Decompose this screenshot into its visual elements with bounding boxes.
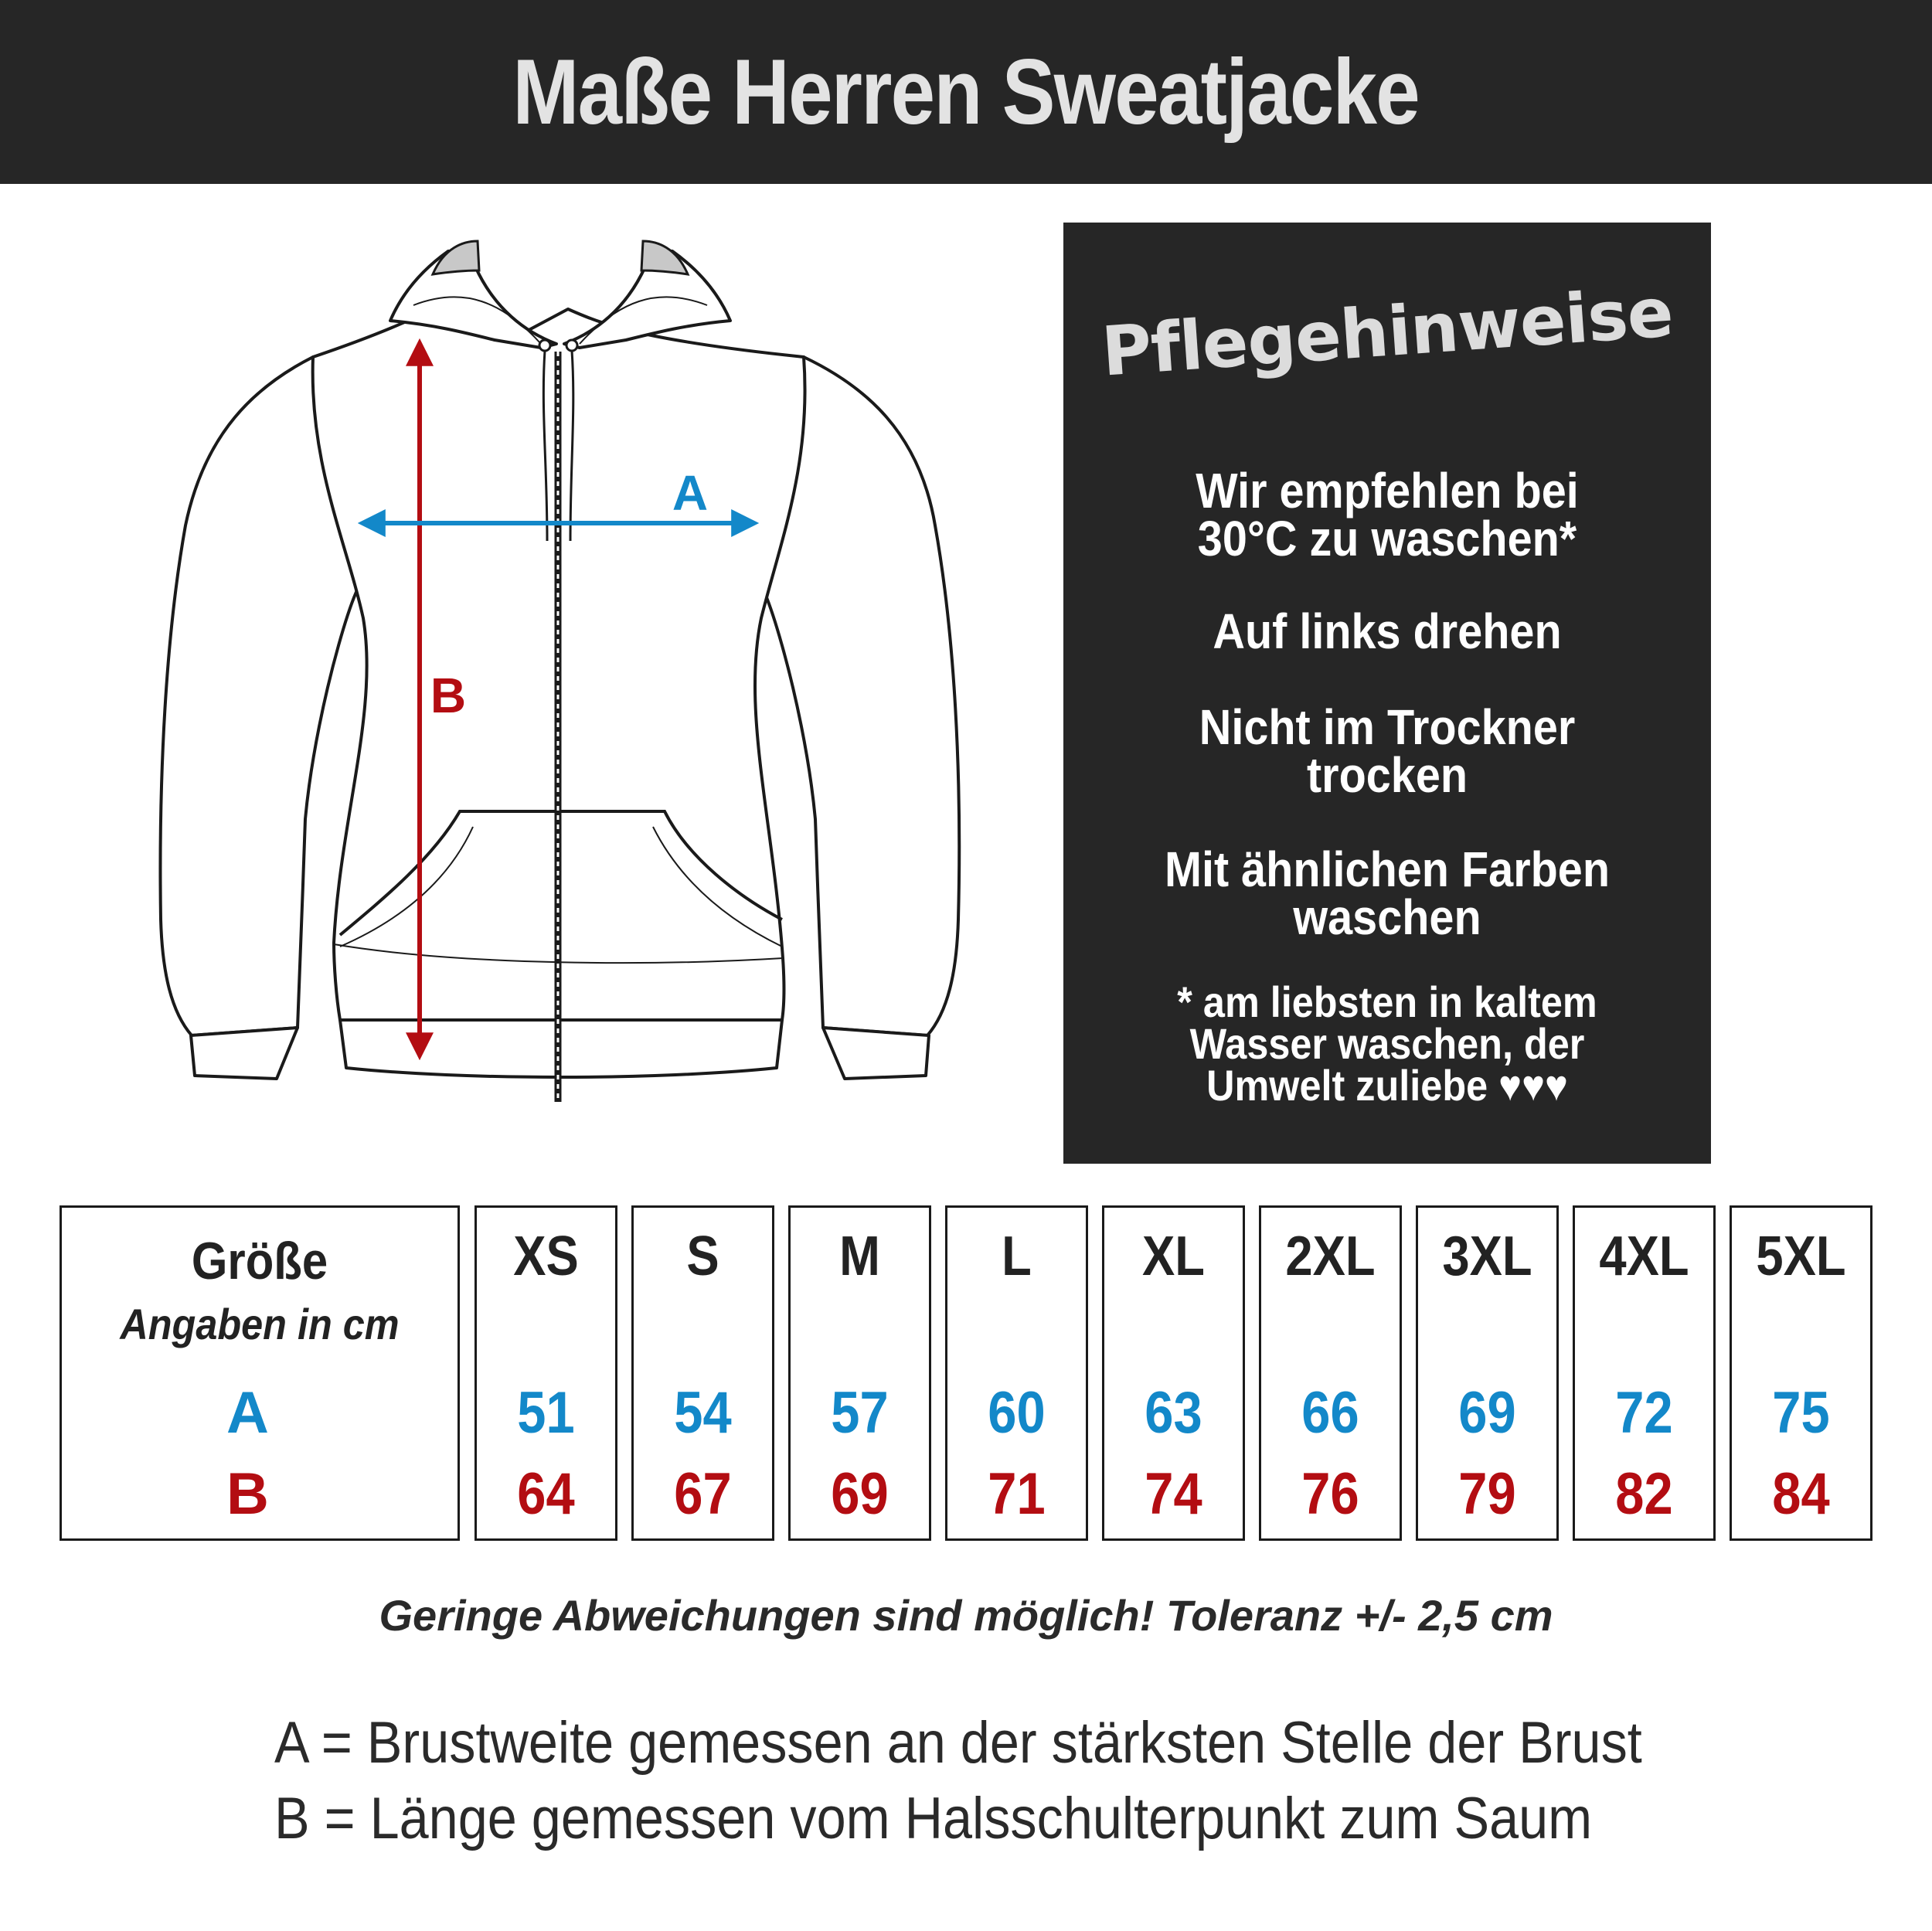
measure-a-value: 60 (988, 1380, 1046, 1446)
care-note-cold-water: * am liebsten in kaltem Wasser waschen, der Umwelt zuliebe ♥♥♥ (1177, 977, 1597, 1110)
size-label: 3XL (1442, 1226, 1532, 1287)
measure-a-value: 75 (1772, 1380, 1830, 1446)
measure-b-value: 76 (1301, 1461, 1359, 1527)
measure-b-value: 71 (988, 1461, 1046, 1527)
size-column (1730, 1205, 1872, 1541)
care-item-no-dryer: Nicht im Trockner trocken (1199, 699, 1576, 803)
size-column (1102, 1205, 1245, 1541)
size-table-label-cell (60, 1205, 460, 1541)
size-label: 4XL (1599, 1226, 1689, 1287)
measure-a-value: 57 (831, 1380, 889, 1446)
size-column (945, 1205, 1088, 1541)
size-label: M (839, 1226, 880, 1287)
size-label: S (686, 1226, 719, 1287)
size-label: L (1002, 1226, 1032, 1287)
left-cuff (191, 1028, 298, 1079)
measure-b-value: 84 (1772, 1461, 1830, 1527)
measure-a-value: 72 (1615, 1380, 1673, 1446)
measure-a-value: 63 (1145, 1380, 1202, 1446)
size-label: 5XL (1756, 1226, 1846, 1287)
measure-a-value: 66 (1301, 1380, 1359, 1446)
measure-a-value: 54 (674, 1380, 732, 1446)
units-label: Angaben in cm (120, 1300, 400, 1348)
care-item-wash-temperature: Wir empfehlen bei 30°C zu waschen* (1196, 463, 1579, 566)
legend-b: B = Länge gemessen vom Halsschulterpunkt zum Saum (274, 1786, 1593, 1851)
legend-a: A = Brustweite gemessen an der stärksten Stelle der Brust (274, 1710, 1642, 1776)
size-column (631, 1205, 774, 1541)
size-column (1259, 1205, 1402, 1541)
hoodie-diagram (147, 224, 997, 1120)
care-title: Pflegehinweise (1099, 272, 1675, 392)
size-header-label: Größe (191, 1232, 328, 1290)
row-b-label: B (226, 1461, 269, 1527)
size-column (1416, 1205, 1559, 1541)
measure-b-value: 69 (831, 1461, 889, 1527)
header-bar (0, 0, 1932, 184)
measure-b-label: B (430, 668, 467, 723)
care-item-similar-colors: Mit ähnlichen Farben waschen (1164, 841, 1611, 945)
measure-a-label: A (672, 465, 709, 521)
measure-b-value: 82 (1615, 1461, 1673, 1527)
page-title: Maße Herren Sweatjacke (512, 40, 1420, 144)
measure-b-value: 64 (517, 1461, 575, 1527)
size-column (788, 1205, 931, 1541)
measure-b-value: 79 (1458, 1461, 1516, 1527)
size-label: XL (1142, 1226, 1205, 1287)
right-cuff (823, 1028, 929, 1079)
measure-b-value: 74 (1145, 1461, 1202, 1527)
care-item-inside-out: Auf links drehen (1213, 603, 1562, 659)
care-instructions-panel (1063, 223, 1711, 1164)
size-label: 2XL (1285, 1226, 1376, 1287)
size-label: XS (513, 1226, 579, 1287)
measure-a-value: 69 (1458, 1380, 1516, 1446)
size-column (474, 1205, 617, 1541)
measure-a-value: 51 (517, 1380, 575, 1446)
size-column (1573, 1205, 1716, 1541)
row-a-label: A (226, 1380, 269, 1446)
measure-b-value: 67 (674, 1461, 732, 1527)
tolerance-note: Geringe Abweichungen sind möglich! Toleranz +/- 2,5 cm (379, 1591, 1553, 1640)
